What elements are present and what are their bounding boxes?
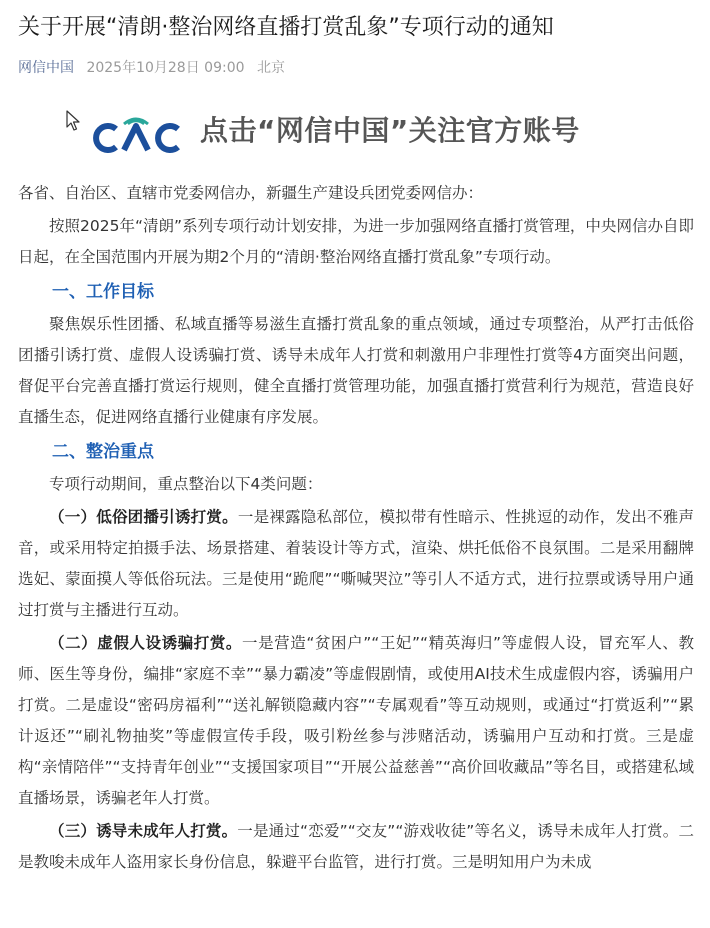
intro-paragraph: 按照2025年“清朗”系列专项行动计划安排，为进一步加强网络直播打赏管理，中央网信办自即日起，在全国范围内开展为期2个月的“清朗·整治网络直播打赏乱象”专项行动。 [18,217,694,266]
article-body [18,178,694,880]
section-heading-focus: 二、整治重点 [52,442,154,462]
focus-intro: 专项行动期间，重点整治以下4类问题： [49,475,323,493]
focus-item-3-title: （三）诱导未成年人打赏。 [49,822,238,840]
focus-item-2-text: 一是营造“贫困户”“王妃”“精英海归”等虚假人设，冒充军人、教师、医生等身份，编排“家庭不幸”“暴力霸凌”等虚假剧情，或使用AI技术生成虚假内容，诱骗用户打赏。二是虚设“密码房福利”“送礼解锁隐藏内容”“专属观看”等互动规则，或通过“打赏返利”“累计返还”“刷礼物抽奖”等虚假宣传手段，吸引粉丝参与涉赌活动，诱骗用户互动和打赏。三是虚构“亲情陪伴”“支持青年创业”“支援国家项目”“开展公益慈善”“高价回收藏品”等名目，或搭建私域直播场景，诱骗老年人打赏。 [18,634,694,807]
focus-item-1 [18,502,694,626]
focus-item-1-text: 一是裸露隐私部位，模拟带有性暗示、性挑逗的动作，发出不雅声音，或采用特定拍摄手法、场景搭建、着装设计等方式，渲染、烘托低俗不良氛围。二是采用翻牌选妃、蒙面摸人等低俗玩法。三是使用“跪爬”“嘶喊哭泣”等引人不适方式，进行拉票或诱导用户通过打赏与主播进行互动。 [18,508,694,619]
source-link[interactable]: 网信中国 [18,60,74,76]
article-title: 关于开展“清朗·整治网络直播打赏乱象”专项行动的通知 [18,15,554,40]
publish-location: 北京 [256,60,285,76]
section-heading-goals: 一、工作目标 [52,282,154,302]
focus-item-3 [18,816,694,878]
salutation: 各省、自治区、直辖市党委网信办，新疆生产建设兵团党委网信办： [18,184,484,202]
banner-text: 点击“网信中国”关注官方账号 [200,114,580,147]
focus-item-1-title: （一）低俗团播引诱打赏。 [49,508,238,526]
goals-paragraph: 聚焦娱乐性团播、私域直播等易滋生直播打赏乱象的重点领域，通过专项整治，从严打击低俗团播引诱打赏、虚假人设诱骗打赏、诱导未成年人打赏和刺激用户非理性打赏等4方面突出问题，督促平台完善直播打赏运行规则，健全直播打赏管理功能，加强直播打赏营利行为规范，营造良好直播生态，促进网络直播行业健康有序发展。 [18,315,694,426]
article-meta [18,58,285,78]
focus-item-2-title: （二）虚假人设诱骗打赏。 [49,634,242,652]
mouse-cursor-icon [66,110,82,132]
cac-logo [90,112,182,154]
focus-item-3-text: 一是通过“恋爱”“交友”“游戏收徒”等名义，诱导未成年人打赏。二是教唆未成年人盗用家长身份信息，躲避平台监管，进行打赏。三是明知用户为未成 [18,822,694,871]
focus-item-2 [18,628,694,814]
publish-date: 2025年10月28日 09:00 [86,60,245,76]
